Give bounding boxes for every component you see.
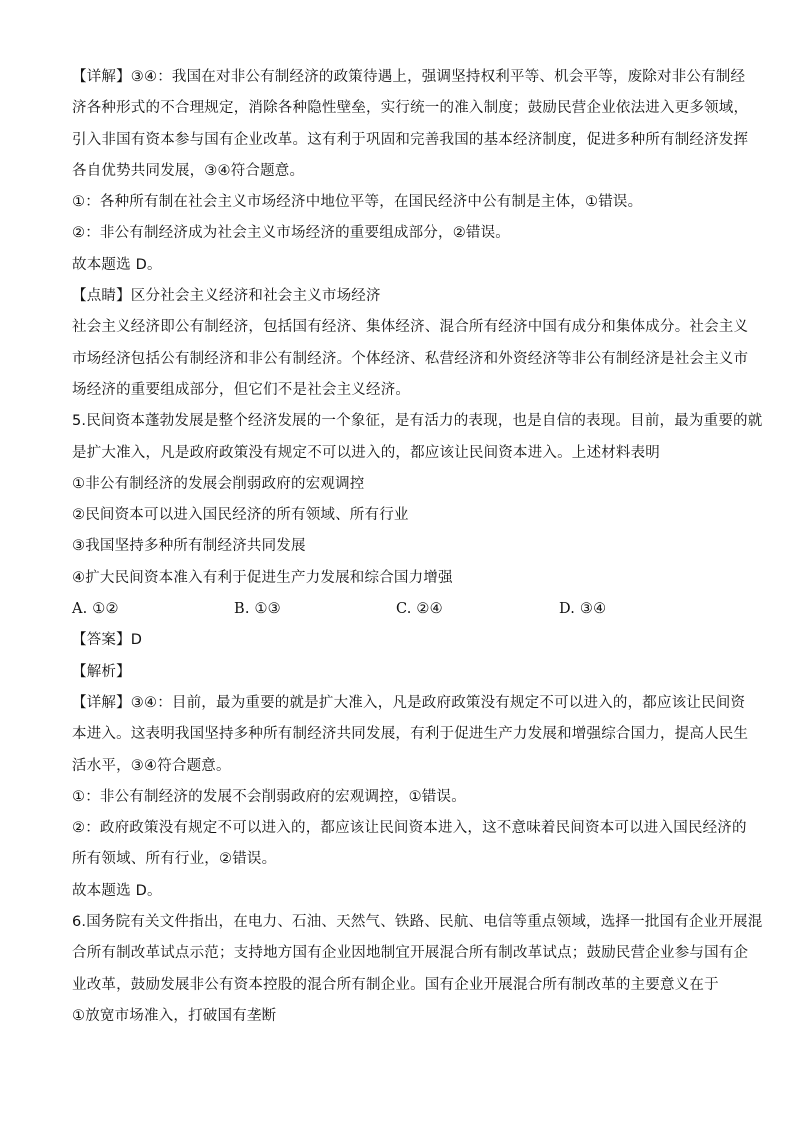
section-heading: 【点睛】区分社会主义经济和社会主义市场经济 <box>72 288 381 305</box>
text-line: 本进入。这表明我国坚持多种所有制经济共同发展，有利于促进生产力发展和增强综合国力，提高人民生 <box>72 726 749 743</box>
text-line: 故本题选 D。 <box>72 882 162 899</box>
statement-item: ①非公有制经济的发展会削弱政府的宏观调控 <box>72 475 365 492</box>
option-a: A. ①② <box>72 601 119 618</box>
question-stem: 业改革，鼓励发展非公有资本控股的混合所有制企业。国有企业开展混合所有制改革的主要意义在于 <box>72 976 719 993</box>
question-stem: 6.国务院有关文件指出，在电力、石油、天然气、铁路、民航、电信等重点领域，选择一批国有企业开展混 <box>72 914 763 931</box>
text-line: ②：非公有制经济成为社会主义市场经济的重要组成部分，②错误。 <box>72 225 510 242</box>
text-line: 所有领域、所有行业，②错误。 <box>72 851 277 868</box>
option-c: C. ②④ <box>396 601 443 618</box>
analysis-label: 【解析】 <box>72 663 131 680</box>
option-d: D. ③④ <box>559 601 607 618</box>
option-b: B. ①③ <box>234 601 281 618</box>
text-line: ①：非公有制经济的发展不会削弱政府的宏观调控，①错误。 <box>72 788 466 805</box>
text-line: ①：各种所有制在社会主义市场经济中地位平等，在国民经济中公有制是主体，①错误。 <box>72 194 643 211</box>
answer-options <box>72 594 724 625</box>
statement-item: ④扩大民间资本准入有利于促进生产力发展和综合国力增强 <box>72 569 453 586</box>
text-line: 【详解】③④：我国在对非公有制经济的政策待遇上，强调坚持权利平等、机会平等，废除对非公有制经 <box>72 69 746 85</box>
answer-label: 【答案】D <box>72 632 143 649</box>
text-line: 【详解】③④：目前，最为重要的就是扩大准入，凡是政府政策没有规定不可以进入的，都应该让民间资 <box>72 694 746 711</box>
text-line: 故本题选 D。 <box>72 256 162 273</box>
statement-item: ①放宽市场准入，打破国有垄断 <box>72 1007 277 1024</box>
question-stem: 是扩大准入，凡是政府政策没有规定不可以进入的，都应该让民间资本进入。上述材料表明 <box>72 444 660 461</box>
question-stem: 合所有制改革试点示范；支持地方国有企业因地制宜开展混合所有制改革试点；鼓励民营企业参与国有企 <box>72 945 749 962</box>
text-line: 市场经济包括公有制经济和非公有制经济。个体经济、私营经济和外资经济等非公有制经济是社会主义市 <box>72 350 749 367</box>
text-line: 各自优势共同发展，③④符合题意。 <box>72 162 305 179</box>
text-line: 济各种形式的不合理规定，消除各种隐性壁垒，实行统一的准入制度；鼓励民营企业依法进入更多领域， <box>72 100 749 117</box>
text-line: 场经济的重要组成部分，但它们不是社会主义经济。 <box>72 381 411 398</box>
text-line: 社会主义经济即公有制经济，包括国有经济、集体经济、混合所有经济中国有成分和集体成分。社会主义 <box>72 319 749 336</box>
statement-item: ③我国坚持多种所有制经济共同发展 <box>72 538 306 555</box>
text-line: 引入非国有资本参与国有企业改革。这有利于巩固和完善我国的基本经济制度，促进多种所有制经济发挥 <box>72 131 749 148</box>
document-page <box>72 62 763 1032</box>
question-stem: 5.民间资本蓬勃发展是整个经济发展的一个象征，是有活力的表现，也是自信的表现。目前，最为重要的就 <box>72 413 763 430</box>
text-line: ②：政府政策没有规定不可以进入的，都应该让民间资本进入，这不意味着民间资本可以进入国民经济的 <box>72 820 747 837</box>
statement-item: ②民间资本可以进入国民经济的所有领域、所有行业 <box>72 507 409 524</box>
text-line: 活水平，③④符合题意。 <box>72 757 231 774</box>
